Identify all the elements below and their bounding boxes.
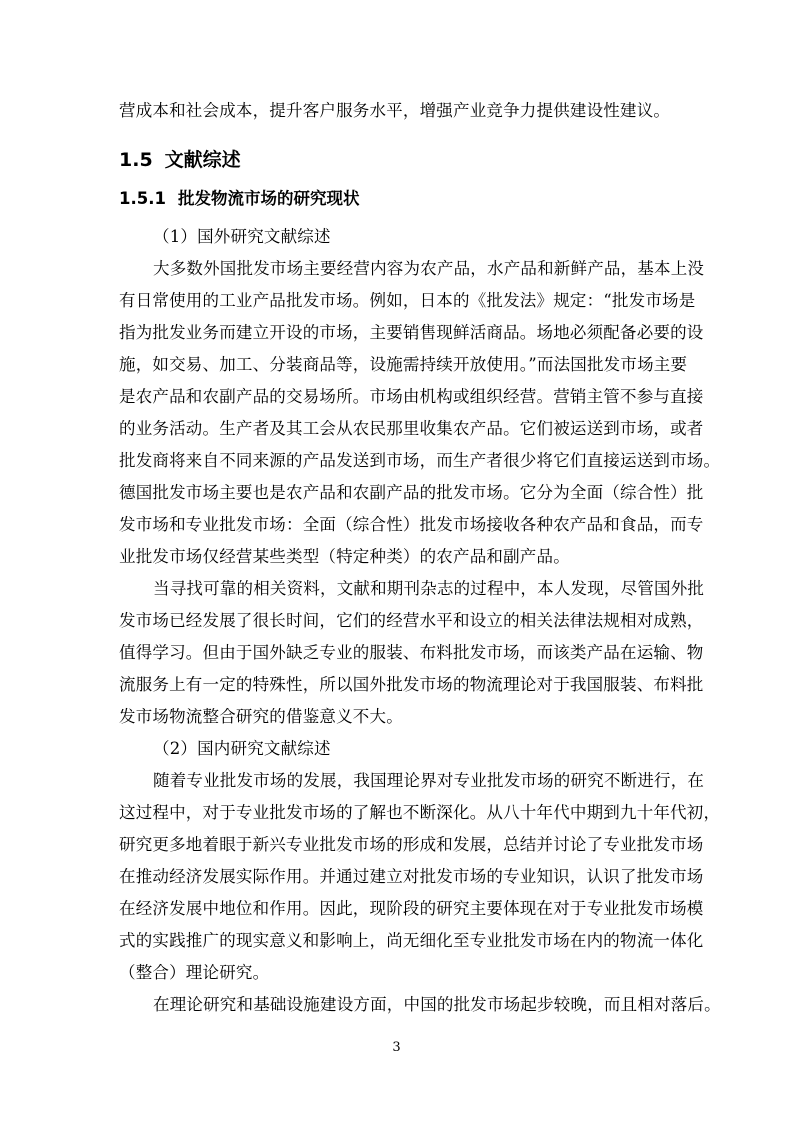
paragraph-foreign-markets (119, 253, 721, 573)
paragraph-line: 随着专业批发市场的发展，我国理论界对专业批发市场的研究不断进行，在 (153, 771, 705, 790)
part1-heading: （1）国外研究文献综述 (153, 227, 331, 246)
section-heading (119, 147, 679, 173)
paragraph-line: 研究更多地着眼于新兴专业批发市场的形成和发展，总结并讨论了专业批发市场 (119, 835, 704, 854)
paragraph-line: 发市场和专业批发市场：全面（综合性）批发市场接收各种农产品和食品，而专 (119, 515, 704, 534)
paragraph-line: 值得学习。但由于国外缺乏专业的服装、布料批发市场，而该类产品在运输、物 (119, 643, 704, 662)
paragraph-line: 在推动经济发展实际作用。并通过建立对批发市场的专业知识，认识了批发市场 (119, 867, 704, 886)
section-number: 1.5 (119, 149, 153, 171)
paragraph-line: 在经济发展中地位和作用。因此，现阶段的研究主要体现在对于专业批发市场模 (119, 899, 704, 918)
section-title: 文献综述 (164, 149, 241, 171)
part2-heading: （2）国内研究文献综述 (153, 739, 331, 758)
paragraph-line: 批发商将来自不同来源的产品发送到市场，而生产者很少将它们直接运送到市场。 (119, 451, 721, 470)
paragraph-line: 业批发市场仅经营某些类型（特定种类）的农产品和副产品。 (119, 547, 570, 566)
paragraph-line: 发市场已经发展了很长时间，它们的经营水平和设立的相关法律法规相对成熟， (119, 611, 704, 630)
subsection-number: 1.5.1 (119, 189, 166, 208)
paragraph-line: 指为批发业务而建立开设的市场，主要销售现鲜活商品。场地必须配备必要的设 (119, 323, 704, 342)
paragraph-line: （整合）理论研究。 (119, 963, 270, 982)
subsection-title: 批发物流市场的研究现状 (177, 189, 360, 208)
paragraph-line: 式的实践推广的现实意义和影响上，尚无细化至专业批发市场在内的物流一体化 (119, 931, 704, 950)
paragraph-line: 这过程中，对于专业批发市场的了解也不断深化。从八十年代中期到九十年代初， (119, 803, 721, 822)
paragraph-line: 流服务上有一定的特殊性，所以国外批发市场的物流理论对于我国服装、布料批 (119, 675, 704, 694)
paragraph-line: 施，如交易、加工、分装商品等，设施需持续开放使用。”而法国批发市场主要 (119, 355, 688, 374)
intro-line: 营成本和社会成本，提升客户服务水平，增强产业竞争力提供建设性建议。 (119, 101, 671, 120)
paragraph-line: 是农产品和农副产品的交易场所。市场由机构或组织经营。营销主管不参与直接 (119, 387, 704, 406)
page-content (119, 95, 721, 1021)
paragraph-foreign-evaluation (119, 573, 705, 733)
paragraph-line: 有日常使用的工业产品批发市场。例如，日本的《批发法》规定：“批发市场是 (119, 291, 696, 310)
paragraph-line: 当寻找可靠的相关资料，文献和期刊杂志的过程中，本人发现，尽管国外批 (153, 579, 705, 598)
paragraph-line: 在理论研究和基础设施建设方面，中国的批发市场起步较晚，而且相对落后。 (153, 995, 721, 1014)
paragraph-line: 发市场物流整合研究的借鉴意义不大。 (119, 707, 403, 726)
paragraph-line: 的业务活动。生产者及其工会从农民那里收集农产品。它们被运送到市场，或者 (119, 419, 704, 438)
page-number: 3 (392, 1040, 401, 1055)
subsection-heading (119, 187, 679, 211)
paragraph-line: 德国批发市场主要也是农产品和农副产品的批发市场。它分为全面（综合性）批 (119, 483, 704, 502)
paragraph-domestic-research (119, 765, 721, 989)
paragraph-line: 大多数外国批发市场主要经营内容为农产品，水产品和新鲜产品，基本上没 (153, 259, 705, 278)
paragraph-domestic-infrastructure (119, 989, 721, 1021)
